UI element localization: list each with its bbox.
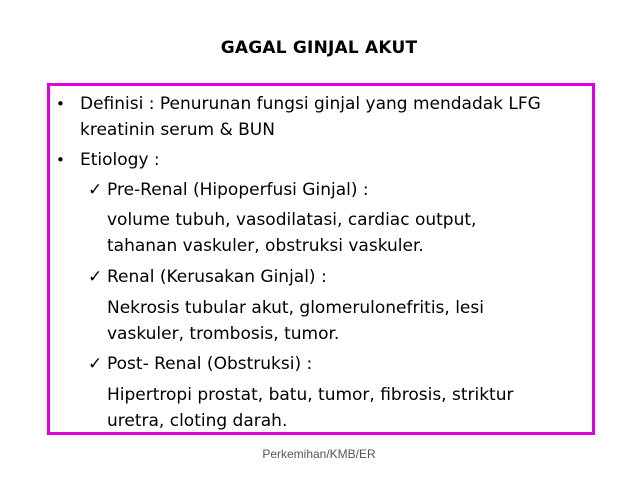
renal-label: Renal (Kerusakan Ginjal) : [107,267,327,287]
bullet-definisi: • [56,95,65,113]
definisi-line-2: kreatinin serum & BUN [80,120,275,140]
definisi-line-1: Definisi : Penurunan fungsi ginjal yang mendadak LFG [80,94,541,114]
etiology-heading: Etiology : [80,150,160,170]
check-icon: ✓ [88,354,103,374]
renal-desc-2: vaskuler, trombosis, tumor. [107,324,340,344]
check-icon: ✓ [88,180,103,200]
post-renal-desc-2: uretra, cloting darah. [107,411,288,431]
check-icon: ✓ [88,267,103,287]
pre-renal-desc-1: volume tubuh, vasodilatasi, cardiac output, [107,210,477,230]
bullet-etiology: • [56,151,65,169]
post-renal-desc-1: Hipertropi prostat, batu, tumor, fibrosis, striktur [107,385,514,405]
renal-desc-1: Nekrosis tubular akut, glomerulonefritis, lesi [107,298,484,318]
pre-renal-label: Pre-Renal (Hipoperfusi Ginjal) : [107,180,369,200]
slide-title: GAGAL GINJAL AKUT [220,38,418,58]
post-renal-label: Post- Renal (Obstruksi) : [107,354,313,374]
slide-footer: Perkemihan/KMB/ER [262,447,376,461]
pre-renal-desc-2: tahanan vaskuler, obstruksi vaskuler. [107,236,424,256]
